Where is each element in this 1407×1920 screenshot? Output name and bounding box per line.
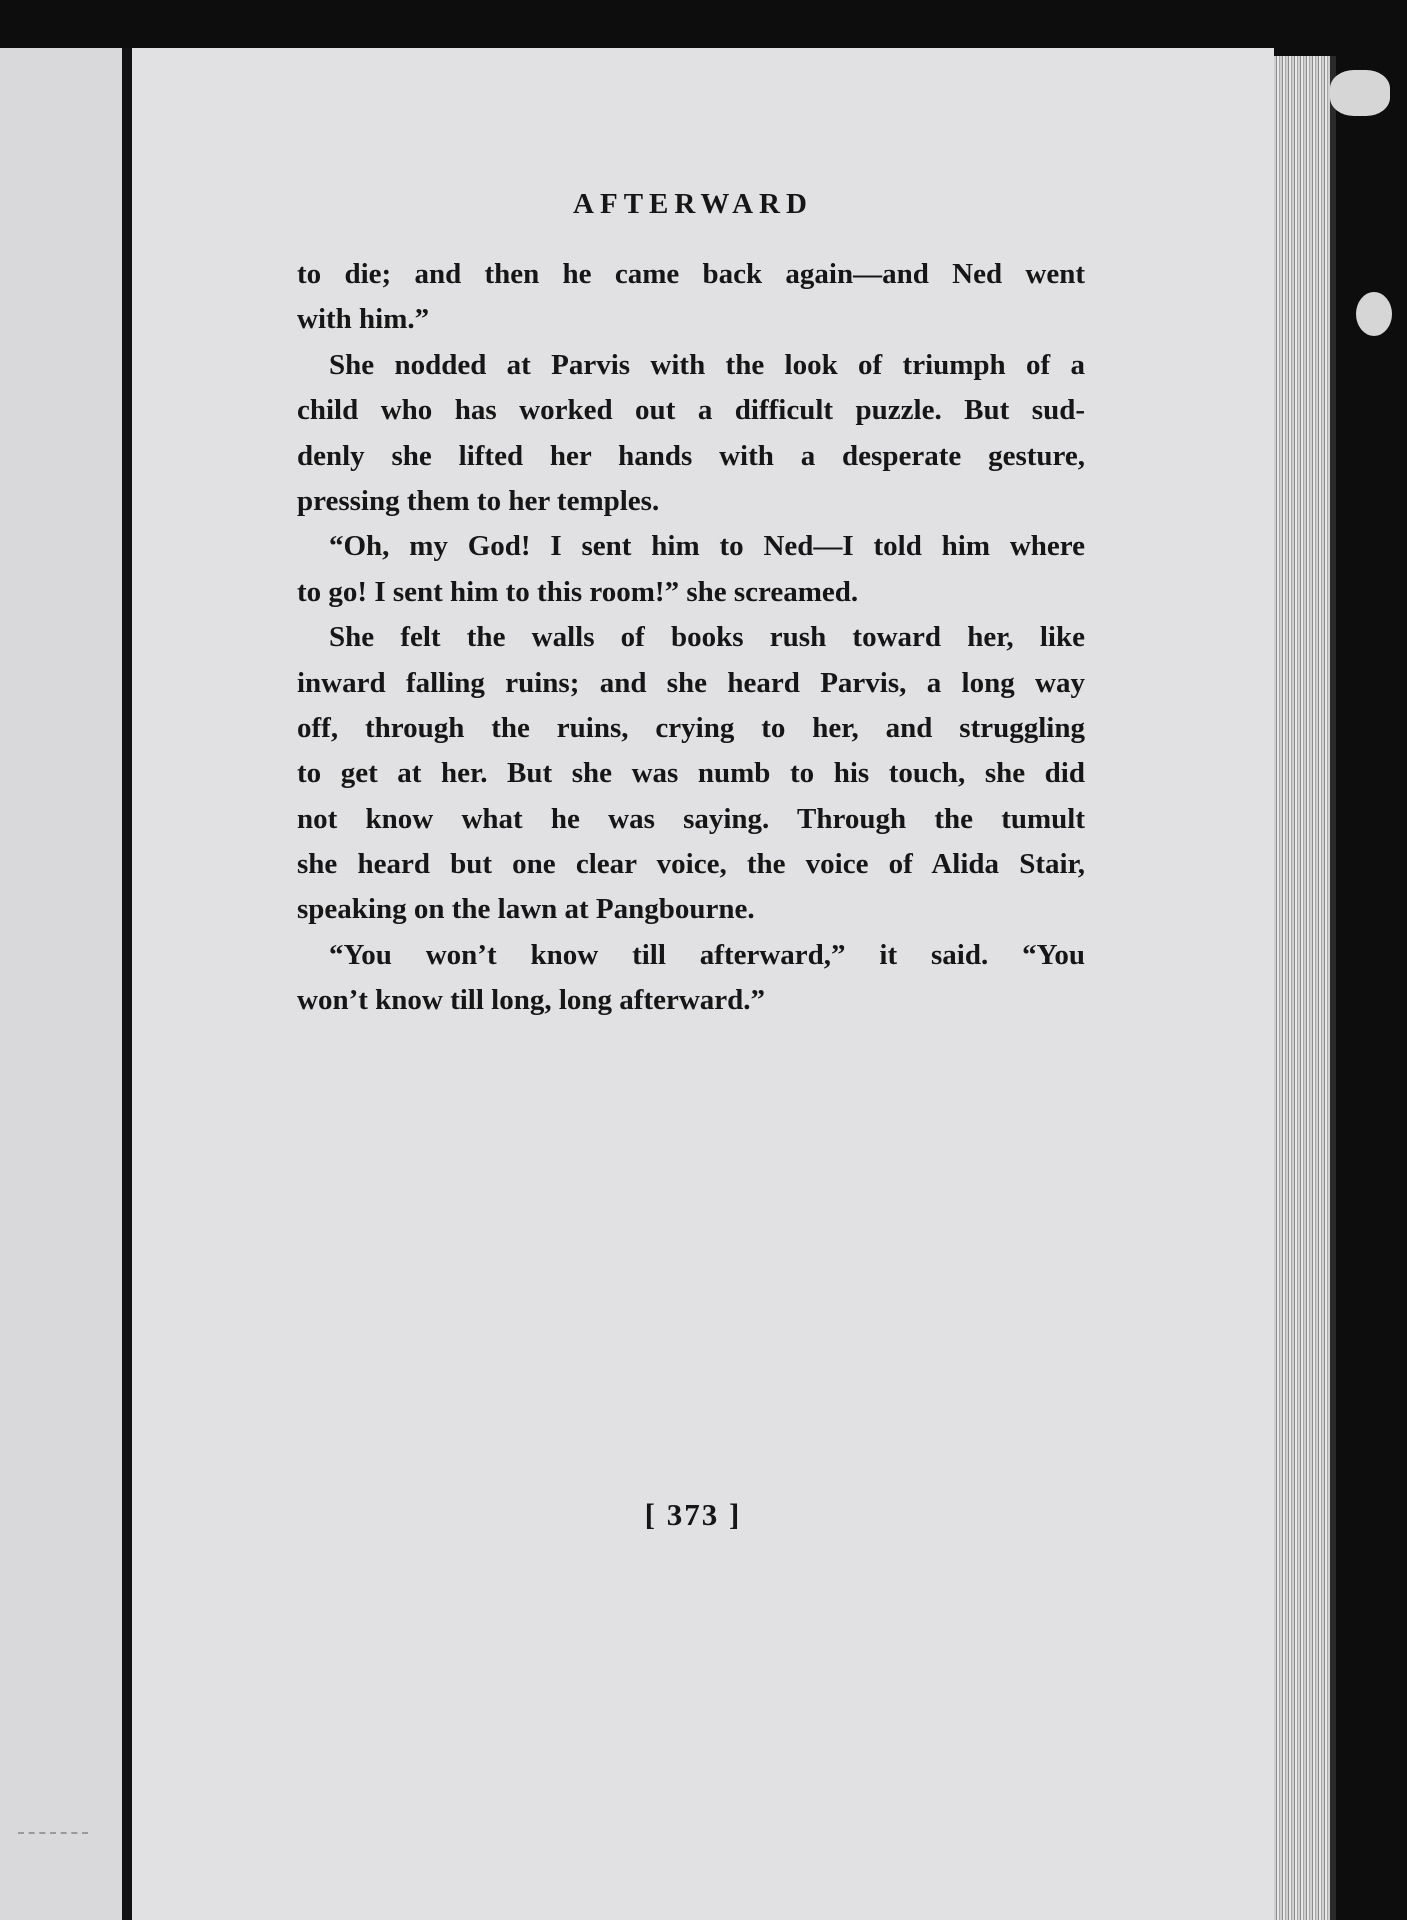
text-line: off, through the ruins, crying to her, and struggling [297, 711, 1085, 744]
text-line: “You won’t know till afterward,” it said. “You [329, 938, 1085, 971]
text-line: She felt the walls of books rush toward her, like [329, 621, 1085, 654]
running-head: AFTERWARD [573, 188, 813, 220]
text-line: denly she lifted her hands with a desperate gesture, [297, 439, 1085, 472]
text-line: inward falling ruins; and she heard Parvis, a long way [297, 666, 1085, 699]
page-edges [1274, 56, 1330, 1920]
paper-blemish [1356, 292, 1392, 336]
book-gutter [122, 48, 132, 1920]
page-edge-marks [18, 1832, 88, 1834]
text-line: child who has worked out a difficult puzzle. But sud- [297, 394, 1085, 427]
text-line: speaking on the lawn at Pangbourne. [297, 893, 755, 926]
body-text [297, 252, 1085, 1024]
page-number: [ 373 ] [644, 1497, 742, 1532]
paper-blemish [1330, 70, 1390, 116]
text-line: to die; and then he came back again—and Ned went [297, 258, 1085, 290]
previous-page-edge [0, 48, 122, 1920]
text-line: “Oh, my God! I sent him to Ned—I told him where [329, 530, 1085, 563]
text-line: not know what he was saying. Through the tumult [297, 802, 1085, 835]
text-line: with him.” [297, 303, 430, 336]
text-line: to get at her. But she was numb to his touch, she did [297, 757, 1085, 790]
text-line: she heard but one clear voice, the voice of Alida Stair, [297, 848, 1085, 881]
text-line: won’t know till long, long afterward.” [297, 984, 766, 1017]
text-line: She nodded at Parvis with the look of triumph of a [329, 348, 1085, 381]
text-line: to go! I sent him to this room!” she screamed. [297, 575, 859, 608]
text-line: pressing them to her temples. [297, 484, 660, 517]
